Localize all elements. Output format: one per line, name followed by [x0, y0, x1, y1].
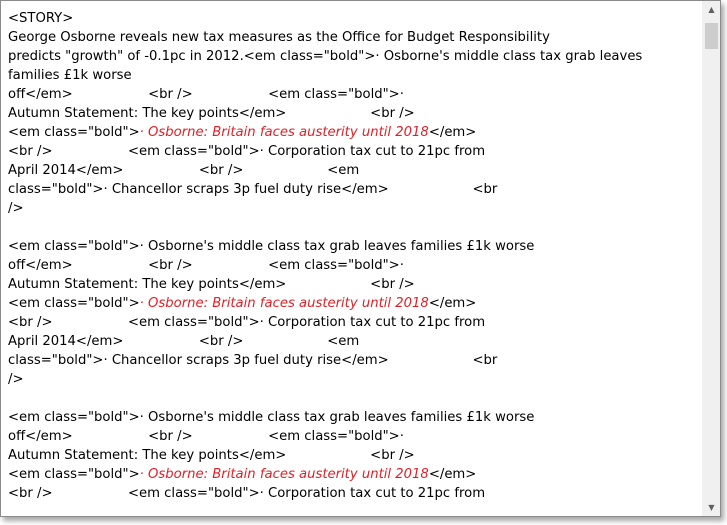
text-line: <em class="bold">· Osborne: Britain faces austerity until 2018</em> [8, 467, 477, 482]
text-line: families £1k worse [8, 68, 132, 83]
text-line: <br /> <em class="bold">· Corporation tax cut to 21pc from [8, 486, 486, 501]
text-line: /> [8, 372, 24, 387]
text-line: April 2014</em> <br /> <em [8, 334, 360, 349]
text-line: <STORY> [8, 11, 74, 26]
scrollbar-thumb[interactable] [705, 23, 718, 49]
text-line: <em class="bold">· Osborne's middle class tax grab leaves families £1k worse [8, 239, 535, 254]
text-line: <br /> <em class="bold">· Corporation tax cut to 21pc from [8, 144, 486, 159]
text-line: <em class="bold">· Osborne: Britain faces austerity until 2018</em> [8, 125, 477, 140]
text-line: <em class="bold">· Osborne's middle class tax grab leaves families £1k worse [8, 410, 535, 425]
text-line: /> [8, 201, 24, 216]
text-line: class="bold">· Chancellor scraps 3p fuel duty rise</em> <br [8, 182, 498, 197]
text-line: predicts "growth" of -0.1pc in 2012.<em class="bold">· Osborne's middle class tax grab leaves [8, 49, 643, 64]
highlighted-headline: · Osborne: Britain faces austerity until 2018 [139, 467, 429, 482]
text-line: <em class="bold">· Osborne: Britain faces austerity until 2018</em> [8, 296, 477, 311]
triangle-down-icon: ▼ [708, 503, 715, 512]
text-line: Autumn Statement: The key points</em> <br /> [8, 277, 415, 292]
text-line: Autumn Statement: The key points</em> <br /> [8, 448, 415, 463]
text-line: <br /> <em class="bold">· Corporation tax cut to 21pc from [8, 315, 486, 330]
highlighted-headline: · Osborne: Britain faces austerity until 2018 [139, 125, 429, 140]
text-line: off</em> <br /> <em class="bold">· [8, 258, 404, 273]
text-line: George Osborne reveals new tax measures as the Office for Budget Responsibility [8, 30, 550, 45]
text-line: off</em> <br /> <em class="bold">· [8, 87, 404, 102]
text-line: Autumn Statement: The key points</em> <br /> [8, 106, 415, 121]
text-content-area[interactable] [1, 1, 701, 516]
scroll-up-button[interactable] [703, 1, 720, 18]
scroll-down-button[interactable] [703, 499, 720, 516]
text-line: off</em> <br /> <em class="bold">· [8, 429, 404, 444]
text-line: April 2014</em> <br /> <em [8, 163, 360, 178]
triangle-up-icon: ▲ [708, 5, 715, 14]
vertical-scrollbar[interactable] [702, 1, 720, 516]
text-line: class="bold">· Chancellor scraps 3p fuel duty rise</em> <br [8, 353, 498, 368]
highlighted-headline: · Osborne: Britain faces austerity until 2018 [139, 296, 429, 311]
